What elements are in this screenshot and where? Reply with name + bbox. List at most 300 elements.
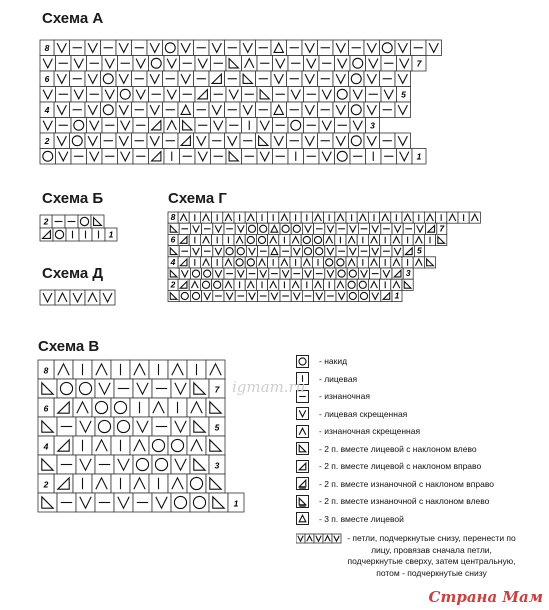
stitch-cell — [225, 102, 241, 118]
stitch-cell — [402, 279, 413, 290]
stitch-cell — [102, 56, 118, 72]
stitch-cell — [288, 118, 304, 134]
stitch-cell — [223, 279, 234, 290]
stitch-cell — [114, 417, 133, 436]
row-number: 6 — [43, 403, 49, 414]
stitch-cell — [194, 40, 210, 56]
stitch-cell — [149, 474, 168, 493]
stitch-cell — [368, 234, 379, 245]
row-number: 2 — [170, 279, 176, 290]
stitch-cell — [325, 268, 336, 279]
row-number: 1 — [394, 290, 400, 301]
stitch-cell — [116, 40, 132, 56]
legend-symbol-icon — [296, 512, 309, 525]
stitch-cell — [118, 56, 134, 72]
stitch-cell — [335, 257, 346, 268]
stitch-cell — [403, 246, 414, 257]
stitch-cell — [102, 118, 118, 134]
stitch-cell — [133, 379, 152, 398]
stitch-cell — [195, 56, 211, 72]
stitch-cell — [40, 228, 53, 241]
stitch-cell — [224, 223, 235, 234]
chart-row — [38, 417, 225, 436]
stitch-cell — [70, 102, 86, 118]
stitch-cell — [271, 102, 287, 118]
stitch-cell — [381, 246, 392, 257]
stitch-cell — [168, 360, 187, 379]
legend-symbol-icon — [296, 460, 309, 473]
stitch-cell — [189, 212, 200, 223]
stitch-cell — [85, 290, 100, 305]
stitch-cell — [346, 234, 357, 245]
stitch-cell — [95, 417, 114, 436]
chart-row — [38, 493, 244, 512]
stitch-cell — [245, 234, 256, 245]
stitch-cell — [403, 223, 414, 234]
stitch-cell — [268, 234, 279, 245]
stitch-cell — [380, 257, 391, 268]
stitch-cell — [290, 279, 301, 290]
chart-scheme-d — [40, 290, 140, 306]
legend-symbol-icon — [296, 477, 309, 490]
stitch-cell — [335, 234, 346, 245]
stitch-cell — [179, 268, 190, 279]
stitch-cell — [333, 40, 349, 56]
stitch-cell — [111, 436, 130, 455]
legend-item — [296, 423, 420, 439]
stitch-cell — [324, 234, 335, 245]
stitch-cell — [56, 87, 72, 103]
stitch-cell — [380, 40, 396, 56]
stitch-cell — [347, 290, 358, 301]
stitch-cell — [318, 71, 334, 87]
row-number: 2 — [44, 136, 50, 147]
legend-label: - 2 п. вместе лицевой с наклоном вправо — [319, 461, 482, 471]
stitch-cell — [164, 56, 180, 72]
stitch-cell — [147, 71, 163, 87]
stitch-cell — [279, 257, 290, 268]
stitch-cell — [200, 234, 211, 245]
stitch-cell — [314, 268, 325, 279]
stitch-cell — [168, 223, 179, 234]
row-number: 1 — [233, 498, 239, 509]
stitch-cell — [202, 246, 213, 257]
stitch-cell — [130, 436, 149, 455]
stitch-cell — [211, 87, 227, 103]
stitch-cell — [381, 149, 397, 165]
stitch-cell — [130, 360, 149, 379]
stitch-cell — [302, 223, 313, 234]
stitch-cell — [147, 133, 163, 149]
stitch-cell — [164, 149, 180, 165]
stitch-cell — [391, 257, 402, 268]
stitch-cell — [76, 493, 95, 512]
stitch-cell — [114, 379, 133, 398]
stitch-cell — [318, 102, 334, 118]
stitch-cell — [305, 534, 314, 543]
chart-row — [38, 398, 225, 417]
stitch-cell — [436, 212, 447, 223]
stitch-cell — [85, 133, 101, 149]
stitch-cell — [190, 493, 209, 512]
stitch-cell — [200, 279, 211, 290]
stitch-cell — [57, 455, 76, 474]
stitch-cell — [54, 474, 73, 493]
stitch-cell — [178, 133, 194, 149]
stitch-cell — [273, 118, 289, 134]
stitch-cell — [226, 149, 242, 165]
stitch-cell — [358, 268, 369, 279]
stitch-cell — [163, 133, 179, 149]
stitch-cell — [190, 290, 201, 301]
stitch-cell — [402, 212, 413, 223]
stitch-cell — [426, 223, 437, 234]
legend-label: - 2 п. вместе лицевой с наклоном влево — [319, 443, 477, 454]
stitch-cell — [381, 87, 397, 103]
stitch-cell — [133, 455, 152, 474]
stitch-cell — [71, 118, 87, 134]
stitch-cell — [178, 257, 189, 268]
stitch-cell — [392, 246, 403, 257]
stitch-cell — [380, 279, 391, 290]
stitch-cell — [54, 360, 73, 379]
legend-label: - изнаночная скрещенная — [319, 426, 421, 436]
stitch-cell — [256, 212, 267, 223]
legend-label: - 2 п. вместе изнаночной с наклоном вправо — [319, 478, 494, 489]
stitch-cell — [116, 71, 132, 87]
chart-row — [38, 379, 225, 398]
stitch-cell — [256, 71, 272, 87]
chart-row — [168, 290, 402, 301]
stitch-cell — [40, 56, 56, 72]
stitch-cell — [333, 133, 349, 149]
row-number: 7 — [416, 58, 422, 69]
stitch-cell — [234, 212, 245, 223]
stitch-cell — [280, 223, 291, 234]
stitch-cell — [190, 417, 209, 436]
stitch-cell — [346, 212, 357, 223]
stitch-cell — [335, 212, 346, 223]
stitch-cell — [245, 279, 256, 290]
stitch-cell — [302, 133, 318, 149]
stitch-cell — [132, 71, 148, 87]
chart-row — [40, 133, 411, 149]
stitch-cell — [40, 149, 56, 165]
stitch-cell — [209, 102, 225, 118]
stitch-cell — [73, 398, 92, 417]
stitch-cell — [235, 268, 246, 279]
chart-row — [38, 455, 225, 474]
stitch-cell — [268, 257, 279, 268]
stitch-cell — [240, 71, 256, 87]
stitch-cell — [190, 455, 209, 474]
stitch-cell — [223, 257, 234, 268]
stitch-cell — [346, 257, 357, 268]
stitch-cell — [271, 71, 287, 87]
stitch-cell — [368, 212, 379, 223]
stitch-cell — [190, 379, 209, 398]
legend-label: - накид — [319, 356, 348, 366]
stitch-cell — [213, 223, 224, 234]
stitch-cell — [38, 493, 57, 512]
stitch-cell — [211, 149, 227, 165]
chart-row — [40, 87, 411, 103]
stitch-cell — [242, 118, 258, 134]
stitch-cell — [242, 87, 258, 103]
stitch-cell — [381, 56, 397, 72]
stitch-cell — [333, 71, 349, 87]
stitch-cell — [163, 40, 179, 56]
stitch-cell — [301, 212, 312, 223]
stitch-cell — [57, 379, 76, 398]
stitch-cell — [302, 268, 313, 279]
stitch-cell — [242, 149, 258, 165]
stitch-cell — [149, 118, 165, 134]
stitch-cell — [246, 268, 257, 279]
stitch-cell — [256, 257, 267, 268]
watermark: igmam.ru — [232, 378, 306, 396]
stitch-cell — [224, 246, 235, 257]
stitch-cell — [291, 223, 302, 234]
stitch-cell — [395, 102, 411, 118]
legend-symbol-icon — [296, 442, 309, 455]
stitch-cell — [364, 102, 380, 118]
stitch-cell — [246, 223, 257, 234]
stitch-cell — [70, 40, 86, 56]
stitch-cell — [235, 223, 246, 234]
stitch-cell — [391, 234, 402, 245]
chart-row — [40, 228, 117, 241]
chart-row — [40, 215, 104, 228]
stitch-cell — [242, 56, 258, 72]
stitch-cell — [314, 534, 323, 543]
row-number: 5 — [417, 245, 422, 256]
row-number: 8 — [44, 43, 50, 54]
stitch-cell — [54, 133, 70, 149]
stitch-cell — [357, 257, 368, 268]
stitch-cell — [132, 40, 148, 56]
legend-label: - лицевая скрещенная — [319, 408, 408, 419]
stitch-cell — [71, 56, 87, 72]
stitch-cell — [147, 102, 163, 118]
legend-symbol-icon — [296, 425, 309, 438]
stitch-cell — [413, 234, 424, 245]
stitch-cell — [319, 56, 335, 72]
stitch-cell — [180, 149, 196, 165]
stitch-cell — [269, 290, 280, 301]
stitch-cell — [279, 212, 290, 223]
stitch-cell — [178, 102, 194, 118]
stitch-cell — [54, 102, 70, 118]
stitch-cell — [287, 133, 303, 149]
stitch-cell — [346, 279, 357, 290]
stitch-cell — [149, 56, 165, 72]
stitch-cell — [257, 56, 273, 72]
row-number: 3 — [214, 460, 220, 471]
stitch-cell — [206, 474, 225, 493]
stitch-cell — [163, 71, 179, 87]
stitch-cell — [179, 223, 190, 234]
legend-note-cells — [296, 533, 346, 547]
stitch-cell — [211, 56, 227, 72]
stitch-cell — [357, 234, 368, 245]
stitch-cell — [130, 474, 149, 493]
stitch-cell — [102, 149, 118, 165]
row-number: 2 — [43, 216, 49, 227]
stitch-cell — [87, 149, 103, 165]
stitch-cell — [118, 87, 134, 103]
stitch-cell — [288, 149, 304, 165]
row-number: 8 — [170, 212, 176, 223]
stitch-cell — [347, 223, 358, 234]
stitch-cell — [392, 223, 403, 234]
stitch-cell — [171, 493, 190, 512]
stitch-cell — [323, 534, 332, 543]
legend-note-text: - петли, подчеркнутые снизу, перенести по лицу, провязав сначала петли, подчеркнутые сверху, затем центральную, потом - подчеркнутые снизу — [347, 533, 516, 578]
chart-scheme-g — [168, 212, 478, 332]
stitch-cell — [366, 149, 382, 165]
stitch-cell — [312, 234, 323, 245]
chart-row — [38, 474, 225, 493]
legend-label: - 3 п. вместе лицевой — [319, 513, 404, 524]
stitch-cell — [213, 246, 224, 257]
stitch-cell — [397, 149, 413, 165]
stitch-cell — [226, 118, 242, 134]
stitch-cell — [319, 118, 335, 134]
stitch-cell — [370, 223, 381, 234]
stitch-cell — [287, 102, 303, 118]
stitch-cell — [130, 398, 149, 417]
stitch-cell — [447, 212, 458, 223]
stitch-cell — [280, 290, 291, 301]
stitch-cell — [381, 268, 392, 279]
stitch-cell — [304, 118, 320, 134]
stitch-cell — [318, 133, 334, 149]
stitch-cell — [212, 279, 223, 290]
stitch-cell — [149, 87, 165, 103]
stitch-cell — [302, 102, 318, 118]
stitch-cell — [76, 417, 95, 436]
stitch-cell — [235, 246, 246, 257]
stitch-cell — [57, 493, 76, 512]
stitch-cell — [102, 87, 118, 103]
chart-row — [40, 71, 411, 87]
legend-item — [296, 441, 477, 457]
stitch-cell — [349, 133, 365, 149]
stitch-cell — [54, 71, 70, 87]
stitch-cell — [258, 223, 269, 234]
stitch-cell — [149, 436, 168, 455]
stitch-cell — [335, 87, 351, 103]
stitch-cell — [178, 40, 194, 56]
stitch-cell — [380, 234, 391, 245]
stitch-cell — [164, 87, 180, 103]
stitch-cell — [350, 118, 366, 134]
stitch-cell — [132, 102, 148, 118]
stitch-cell — [118, 149, 134, 165]
stitch-cell — [350, 56, 366, 72]
stitch-cell — [395, 40, 411, 56]
stitch-cell — [246, 246, 257, 257]
stitch-cell — [101, 71, 117, 87]
stitch-cell — [347, 268, 358, 279]
stitch-cell — [187, 474, 206, 493]
stitch-cell — [209, 71, 225, 87]
stitch-cell — [92, 228, 105, 241]
stitch-cell — [194, 133, 210, 149]
chart-row — [168, 268, 413, 279]
stitch-cell — [189, 257, 200, 268]
stitch-cell — [347, 246, 358, 257]
stitch-cell — [171, 379, 190, 398]
stitch-cell — [273, 56, 289, 72]
stitch-cell — [152, 455, 171, 474]
stitch-cell — [288, 56, 304, 72]
chart-row — [40, 40, 442, 56]
stitch-cell — [256, 234, 267, 245]
legend-symbol-icon — [296, 495, 309, 508]
stitch-cell — [180, 87, 196, 103]
stitch-cell — [279, 234, 290, 245]
stitch-cell — [381, 223, 392, 234]
stitch-cell — [364, 71, 380, 87]
stitch-cell — [240, 102, 256, 118]
stitch-cell — [101, 40, 117, 56]
stitch-cell — [168, 436, 187, 455]
stitch-cell — [332, 534, 341, 543]
stitch-cell — [234, 279, 245, 290]
stitch-cell — [190, 268, 201, 279]
stitch-cell — [73, 436, 92, 455]
stitch-cell — [195, 149, 211, 165]
chart-row — [38, 360, 225, 379]
stitch-cell — [402, 257, 413, 268]
stitch-cell — [325, 246, 336, 257]
stitch-cell — [71, 149, 87, 165]
stitch-cell — [358, 290, 369, 301]
stitch-cell — [301, 257, 312, 268]
stitch-cell — [202, 268, 213, 279]
chart-row — [168, 223, 447, 234]
stitch-cell — [301, 234, 312, 245]
legend-item — [296, 406, 407, 422]
stitch-cell — [436, 234, 447, 245]
stitch-cell — [395, 133, 411, 149]
stitch-cell — [269, 246, 280, 257]
stitch-cell — [54, 40, 70, 56]
stitch-cell — [325, 223, 336, 234]
stitch-cell — [164, 118, 180, 134]
stitch-cell — [132, 133, 148, 149]
stitch-cell — [66, 228, 79, 241]
stitch-cell — [273, 87, 289, 103]
chart-row — [168, 257, 436, 268]
stitch-cell — [391, 279, 402, 290]
stitch-cell — [178, 212, 189, 223]
chart-row — [38, 436, 225, 455]
stitch-cell — [314, 223, 325, 234]
title-scheme-d: Схема Д — [42, 265, 104, 282]
stitch-cell — [325, 290, 336, 301]
stitch-cell — [269, 268, 280, 279]
stitch-cell — [87, 56, 103, 72]
title-scheme-a: Схема А — [42, 10, 104, 27]
stitch-cell — [171, 455, 190, 474]
stitch-cell — [336, 290, 347, 301]
stitch-cell — [168, 398, 187, 417]
stitch-cell — [257, 118, 273, 134]
stitch-cell — [92, 398, 111, 417]
